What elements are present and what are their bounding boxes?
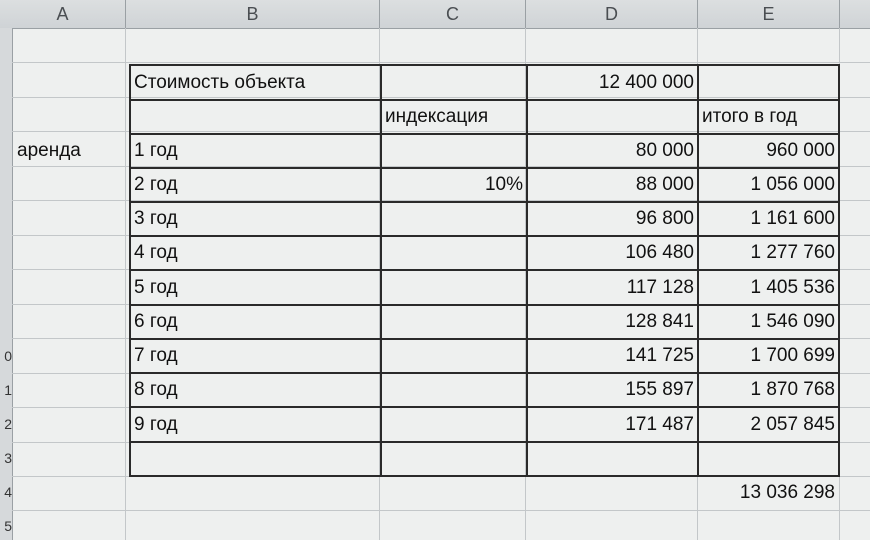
total-cell[interactable]: 1 056 000 bbox=[750, 174, 835, 195]
table-border bbox=[838, 64, 840, 477]
row-number[interactable]: 5 bbox=[4, 518, 12, 534]
rent-cell[interactable]: 171 487 bbox=[625, 413, 694, 435]
row-number[interactable]: 2 bbox=[4, 416, 12, 432]
total-cell[interactable]: 1 405 536 bbox=[750, 276, 835, 298]
total-cell[interactable]: 1 277 760 bbox=[750, 242, 835, 263]
rent-label[interactable]: аренда bbox=[17, 140, 81, 161]
row-number[interactable]: 4 bbox=[4, 484, 12, 500]
object-cost-value[interactable]: 12 400 000 bbox=[598, 71, 694, 93]
indexation-rate[interactable]: 10% bbox=[484, 174, 523, 195]
total-cell[interactable]: 2 057 845 bbox=[750, 413, 835, 435]
year-cell[interactable]: 9 год bbox=[134, 413, 178, 435]
total-cell[interactable]: 1 700 699 bbox=[750, 345, 835, 366]
row-number[interactable]: 3 bbox=[4, 450, 12, 466]
year-cell[interactable]: 2 год bbox=[134, 174, 178, 195]
year-cell[interactable]: 5 год bbox=[134, 276, 178, 298]
rent-cell[interactable]: 106 480 bbox=[625, 242, 694, 263]
year-cell[interactable]: 6 год bbox=[134, 311, 178, 332]
year-cell[interactable]: 3 год bbox=[134, 208, 178, 229]
column-header-row bbox=[0, 0, 870, 29]
column-header-e[interactable]: E bbox=[698, 0, 840, 28]
row-number[interactable]: 1 bbox=[4, 382, 12, 398]
rent-cell[interactable]: 80 000 bbox=[635, 140, 694, 161]
rent-cell[interactable]: 155 897 bbox=[625, 379, 694, 400]
total-cell[interactable]: 1 870 768 bbox=[750, 379, 835, 400]
column-header-b[interactable]: B bbox=[126, 0, 380, 28]
rent-cell[interactable]: 141 725 bbox=[625, 345, 694, 366]
rent-cell[interactable]: 117 128 bbox=[626, 276, 694, 298]
column-header-c[interactable]: C bbox=[380, 0, 526, 28]
indexation-header[interactable]: индексация bbox=[385, 106, 489, 127]
grid-line bbox=[12, 510, 870, 511]
rent-cell[interactable]: 88 000 bbox=[635, 174, 694, 195]
grand-total-cell[interactable]: 13 036 298 bbox=[739, 482, 835, 503]
row-number[interactable]: 0 bbox=[4, 348, 12, 364]
year-cell[interactable]: 4 год bbox=[134, 242, 178, 263]
rent-cell[interactable]: 128 841 bbox=[625, 311, 694, 332]
row-header-strip bbox=[0, 28, 13, 540]
total-cell[interactable]: 960 000 bbox=[766, 140, 835, 161]
total-per-year-header[interactable]: итого в год bbox=[702, 106, 798, 127]
table-border bbox=[129, 441, 840, 443]
year-cell[interactable]: 7 год bbox=[134, 345, 178, 366]
column-header-a[interactable]: A bbox=[0, 0, 126, 28]
rent-cell[interactable]: 96 800 bbox=[635, 208, 694, 229]
total-cell[interactable]: 1 161 600 bbox=[750, 208, 835, 229]
year-cell[interactable]: 8 год bbox=[134, 379, 178, 400]
column-header-d[interactable]: D bbox=[526, 0, 698, 28]
column-header-f[interactable] bbox=[840, 0, 870, 28]
grid-line bbox=[12, 62, 870, 63]
grid-line bbox=[125, 28, 126, 540]
object-cost-label[interactable]: Стоимость объекта bbox=[134, 71, 306, 93]
year-cell[interactable]: 1 год bbox=[134, 140, 178, 161]
total-cell[interactable]: 1 546 090 bbox=[750, 311, 835, 332]
